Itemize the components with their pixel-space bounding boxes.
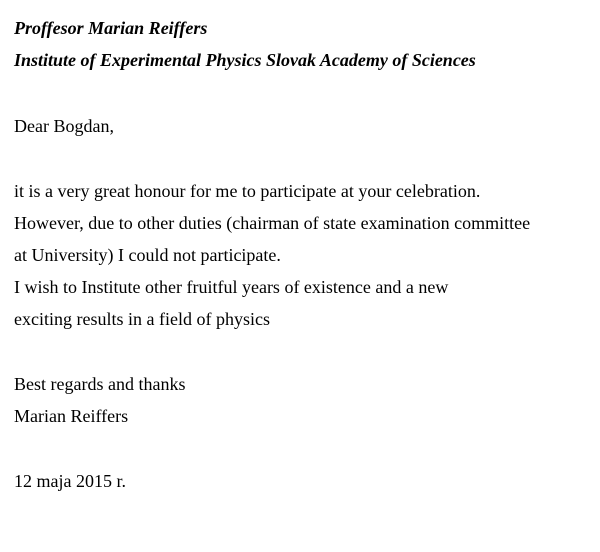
sender-institution: Institute of Experimental Physics Slovak Academy of Sciences bbox=[14, 50, 476, 70]
sender-name: Proffesor Marian Reiffers bbox=[14, 18, 208, 38]
letter-document bbox=[14, 12, 592, 497]
signature-name: Marian Reiffers bbox=[14, 406, 129, 426]
letter-header bbox=[14, 12, 592, 76]
body-line: I wish to Institute other fruitful years of existence and a new bbox=[14, 277, 449, 297]
body-line: exciting results in a field of physics bbox=[14, 309, 270, 329]
letter-body bbox=[14, 175, 592, 335]
salutation: Dear Bogdan, bbox=[14, 116, 114, 136]
body-line: it is a very great honour for me to participate at your celebration. bbox=[14, 181, 481, 201]
body-line: at University) I could not participate. bbox=[14, 245, 281, 265]
body-line: However, due to other duties (chairman of state examination committee bbox=[14, 213, 531, 233]
letter-date: 12 maja 2015 r. bbox=[14, 471, 126, 491]
letter-closing bbox=[14, 368, 592, 432]
closing-regards: Best regards and thanks bbox=[14, 374, 186, 394]
